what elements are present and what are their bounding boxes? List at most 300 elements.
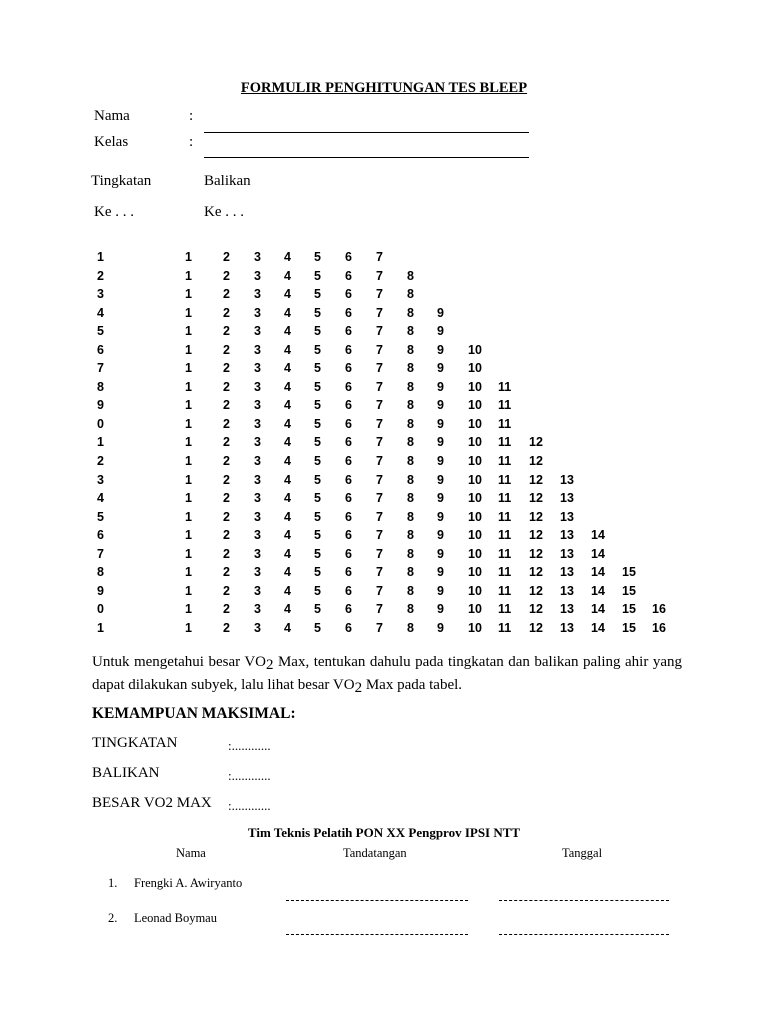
shuttle-number[interactable]: 5 xyxy=(314,287,321,302)
shuttle-number[interactable]: 4 xyxy=(284,342,291,357)
shuttle-number[interactable]: 6 xyxy=(345,379,352,394)
shuttle-number[interactable]: 5 xyxy=(314,342,321,357)
shuttle-number[interactable]: 3 xyxy=(254,620,261,635)
level-number[interactable]: 3 xyxy=(97,287,104,302)
shuttle-number[interactable]: 14 xyxy=(591,546,605,561)
shuttle-number[interactable]: 11 xyxy=(498,491,512,506)
shuttle-number[interactable]: 12 xyxy=(529,454,543,469)
shuttle-number[interactable]: 1 xyxy=(185,620,192,635)
shuttle-number[interactable]: 1 xyxy=(185,509,192,524)
shuttle-number[interactable]: 12 xyxy=(529,546,543,561)
shuttle-number[interactable]: 2 xyxy=(223,361,230,376)
result-balikan-value[interactable]: :............ xyxy=(228,768,271,783)
shuttle-number[interactable]: 3 xyxy=(254,268,261,283)
shuttle-number[interactable]: 3 xyxy=(254,287,261,302)
shuttle-number[interactable]: 6 xyxy=(345,454,352,469)
shuttle-number[interactable]: 1 xyxy=(185,454,192,469)
shuttle-number[interactable]: 5 xyxy=(314,268,321,283)
level-number[interactable]: 7 xyxy=(97,546,104,561)
shuttle-number[interactable]: 2 xyxy=(223,342,230,357)
shuttle-number[interactable]: 4 xyxy=(284,602,291,617)
shuttle-number[interactable]: 6 xyxy=(345,509,352,524)
shuttle-number[interactable]: 11 xyxy=(498,398,512,413)
shuttle-number[interactable]: 3 xyxy=(254,250,261,264)
shuttle-number[interactable]: 10 xyxy=(468,491,482,506)
shuttle-number[interactable]: 3 xyxy=(254,305,261,320)
shuttle-number[interactable]: 10 xyxy=(468,565,482,580)
shuttle-number[interactable]: 6 xyxy=(345,250,352,264)
shuttle-number[interactable]: 6 xyxy=(345,620,352,635)
shuttle-number[interactable]: 4 xyxy=(284,287,291,302)
shuttle-number[interactable]: 7 xyxy=(376,324,383,339)
shuttle-number[interactable]: 7 xyxy=(376,416,383,431)
shuttle-number[interactable]: 12 xyxy=(529,472,543,487)
shuttle-number[interactable]: 8 xyxy=(407,491,414,506)
instruction-paragraph xyxy=(92,652,682,698)
shuttle-number[interactable]: 5 xyxy=(314,454,321,469)
level-number[interactable]: 2 xyxy=(97,454,104,469)
signature-line[interactable] xyxy=(286,934,468,935)
shuttle-number[interactable]: 1 xyxy=(185,305,192,320)
member-number: 2. xyxy=(108,911,118,925)
shuttle-number[interactable]: 6 xyxy=(345,416,352,431)
shuttle-number[interactable]: 7 xyxy=(376,583,383,598)
shuttle-number[interactable]: 6 xyxy=(345,583,352,598)
shuttle-number[interactable]: 3 xyxy=(254,528,261,543)
shuttle-number[interactable]: 8 xyxy=(407,472,414,487)
shuttle-number[interactable]: 9 xyxy=(437,305,444,320)
shuttle-number[interactable]: 5 xyxy=(314,546,321,561)
shuttle-number[interactable]: 5 xyxy=(314,435,321,450)
shuttle-number[interactable]: 6 xyxy=(345,268,352,283)
level-number[interactable]: 0 xyxy=(97,416,104,431)
shuttle-number[interactable]: 2 xyxy=(223,583,230,598)
shuttle-number[interactable]: 2 xyxy=(223,250,230,264)
shuttle-number[interactable]: 7 xyxy=(376,528,383,543)
shuttle-number[interactable]: 5 xyxy=(314,398,321,413)
shuttle-number[interactable]: 10 xyxy=(468,361,482,376)
shuttle-number[interactable]: 4 xyxy=(284,620,291,635)
shuttle-number[interactable]: 1 xyxy=(185,583,192,598)
shuttle-number[interactable]: 5 xyxy=(314,583,321,598)
shuttle-number[interactable]: 5 xyxy=(314,305,321,320)
shuttle-number[interactable]: 15 xyxy=(622,620,636,635)
shuttle-number[interactable]: 10 xyxy=(468,602,482,617)
shuttle-number[interactable]: 1 xyxy=(185,361,192,376)
shuttle-number[interactable]: 9 xyxy=(437,528,444,543)
shuttle-number[interactable]: 8 xyxy=(407,546,414,561)
table-row xyxy=(0,619,768,638)
shuttle-number[interactable]: 3 xyxy=(254,546,261,561)
shuttle-number[interactable]: 16 xyxy=(652,620,666,635)
shuttle-number[interactable]: 13 xyxy=(560,491,574,506)
shuttle-number[interactable]: 8 xyxy=(407,361,414,376)
shuttle-number[interactable]: 7 xyxy=(376,287,383,302)
shuttle-number[interactable]: 9 xyxy=(437,435,444,450)
shuttle-number[interactable]: 9 xyxy=(437,602,444,617)
level-number[interactable]: 5 xyxy=(97,509,104,524)
shuttle-number[interactable]: 3 xyxy=(254,491,261,506)
shuttle-number[interactable]: 3 xyxy=(254,361,261,376)
result-tingkatan-value[interactable]: :............ xyxy=(228,738,271,753)
table-row xyxy=(0,378,768,397)
shuttle-number[interactable]: 11 xyxy=(498,583,512,598)
shuttle-number[interactable]: 4 xyxy=(284,454,291,469)
shuttle-number[interactable]: 2 xyxy=(223,435,230,450)
shuttle-number[interactable]: 3 xyxy=(254,342,261,357)
shuttle-number[interactable]: 1 xyxy=(185,268,192,283)
shuttle-number[interactable]: 6 xyxy=(345,528,352,543)
shuttle-number[interactable]: 4 xyxy=(284,416,291,431)
shuttle-number[interactable]: 9 xyxy=(437,342,444,357)
shuttle-number[interactable]: 10 xyxy=(468,454,482,469)
shuttle-number[interactable]: 3 xyxy=(254,565,261,580)
shuttle-number[interactable]: 11 xyxy=(498,454,512,469)
level-number[interactable]: 9 xyxy=(97,398,104,413)
shuttle-number[interactable]: 13 xyxy=(560,528,574,543)
shuttle-number[interactable]: 9 xyxy=(437,472,444,487)
shuttle-number[interactable]: 7 xyxy=(376,305,383,320)
shuttle-number[interactable]: 8 xyxy=(407,416,414,431)
shuttle-number[interactable]: 12 xyxy=(529,528,543,543)
shuttle-number[interactable]: 8 xyxy=(407,565,414,580)
shuttle-number[interactable]: 7 xyxy=(376,602,383,617)
shuttle-number[interactable]: 6 xyxy=(345,342,352,357)
level-number[interactable]: 7 xyxy=(97,361,104,376)
table-row xyxy=(0,248,768,267)
shuttle-number[interactable]: 9 xyxy=(437,324,444,339)
shuttle-number[interactable]: 7 xyxy=(376,565,383,580)
shuttle-number[interactable]: 14 xyxy=(591,620,605,635)
shuttle-number[interactable]: 5 xyxy=(314,361,321,376)
shuttle-number[interactable]: 6 xyxy=(345,324,352,339)
level-number[interactable]: 0 xyxy=(97,602,104,617)
shuttle-number[interactable]: 16 xyxy=(652,602,666,617)
shuttle-number[interactable]: 2 xyxy=(223,379,230,394)
shuttle-number[interactable]: 4 xyxy=(284,491,291,506)
shuttle-number[interactable]: 13 xyxy=(560,509,574,524)
shuttle-number[interactable]: 7 xyxy=(376,342,383,357)
form-title: FORMULIR PENGHITUNGAN TES BLEEP xyxy=(240,80,528,96)
shuttle-number[interactable]: 10 xyxy=(468,583,482,598)
shuttle-number[interactable]: 5 xyxy=(314,324,321,339)
shuttle-number[interactable]: 6 xyxy=(345,472,352,487)
shuttle-number[interactable]: 11 xyxy=(498,565,512,580)
level-number[interactable]: 8 xyxy=(97,565,104,580)
shuttle-number[interactable]: 4 xyxy=(284,361,291,376)
shuttle-number[interactable]: 8 xyxy=(407,398,414,413)
shuttle-number[interactable]: 8 xyxy=(407,287,414,302)
shuttle-number[interactable]: 2 xyxy=(223,546,230,561)
shuttle-number[interactable]: 1 xyxy=(185,250,192,264)
shuttle-number[interactable]: 7 xyxy=(376,620,383,635)
shuttle-number[interactable]: 9 xyxy=(437,361,444,376)
shuttle-number[interactable]: 2 xyxy=(223,602,230,617)
class-input-line[interactable] xyxy=(204,157,529,158)
level-number[interactable]: 1 xyxy=(97,435,104,450)
name-input-line[interactable] xyxy=(204,132,529,133)
class-label: Kelas xyxy=(94,134,129,150)
shuttle-number[interactable]: 3 xyxy=(254,324,261,339)
shuttle-number[interactable]: 2 xyxy=(223,268,230,283)
class-colon: : xyxy=(189,134,194,150)
shuttle-number[interactable]: 6 xyxy=(345,435,352,450)
shuttle-number[interactable]: 6 xyxy=(345,602,352,617)
level-number[interactable]: 2 xyxy=(97,268,104,283)
date-line[interactable] xyxy=(499,934,669,935)
shuttle-number[interactable]: 12 xyxy=(529,491,543,506)
shuttle-number[interactable]: 8 xyxy=(407,342,414,357)
shuttle-number[interactable]: 7 xyxy=(376,379,383,394)
shuttle-number[interactable]: 11 xyxy=(498,602,512,617)
shuttle-number[interactable]: 7 xyxy=(376,268,383,283)
shuttle-number[interactable]: 1 xyxy=(185,528,192,543)
shuttle-number[interactable]: 13 xyxy=(560,565,574,580)
team-title: Tim Teknis Pelatih PON XX Pengprov IPSI NTT xyxy=(247,825,521,840)
shuttle-number[interactable]: 13 xyxy=(560,546,574,561)
shuttle-number[interactable]: 2 xyxy=(223,324,230,339)
shuttle-number[interactable]: 4 xyxy=(284,324,291,339)
shuttle-number[interactable]: 4 xyxy=(284,509,291,524)
shuttle-number[interactable]: 1 xyxy=(185,472,192,487)
shuttle-number[interactable]: 2 xyxy=(223,398,230,413)
shuttle-number[interactable]: 5 xyxy=(314,250,321,264)
shuttle-number[interactable]: 4 xyxy=(284,583,291,598)
shuttle-number[interactable]: 8 xyxy=(407,435,414,450)
name-label: Nama xyxy=(94,108,130,124)
balikan-header: Balikan xyxy=(204,173,251,189)
shuttle-number[interactable]: 4 xyxy=(284,379,291,394)
shuttle-number[interactable]: 5 xyxy=(314,620,321,635)
shuttle-number[interactable]: 1 xyxy=(185,565,192,580)
shuttle-number[interactable]: 10 xyxy=(468,620,482,635)
shuttle-number[interactable]: 4 xyxy=(284,435,291,450)
shuttle-number[interactable]: 6 xyxy=(345,287,352,302)
balikan-ke-header: Ke . . . xyxy=(204,204,244,220)
shuttle-number[interactable]: 8 xyxy=(407,268,414,283)
level-number[interactable]: 1 xyxy=(97,250,104,264)
shuttle-number[interactable]: 3 xyxy=(254,379,261,394)
shuttle-number[interactable]: 5 xyxy=(314,472,321,487)
shuttle-number[interactable]: 12 xyxy=(529,583,543,598)
shuttle-number[interactable]: 6 xyxy=(345,305,352,320)
shuttle-number[interactable]: 4 xyxy=(284,250,291,264)
level-number[interactable]: 4 xyxy=(97,305,104,320)
shuttle-number[interactable]: 2 xyxy=(223,454,230,469)
shuttle-number[interactable]: 1 xyxy=(185,379,192,394)
shuttle-number[interactable]: 8 xyxy=(407,324,414,339)
shuttle-number[interactable]: 3 xyxy=(254,398,261,413)
shuttle-number[interactable]: 7 xyxy=(376,398,383,413)
shuttle-number[interactable]: 12 xyxy=(529,509,543,524)
shuttle-number[interactable]: 8 xyxy=(407,509,414,524)
level-number[interactable]: 1 xyxy=(97,620,104,635)
shuttle-number[interactable]: 2 xyxy=(223,620,230,635)
table-row xyxy=(0,285,768,304)
shuttle-number[interactable]: 1 xyxy=(185,398,192,413)
shuttle-number[interactable]: 4 xyxy=(284,305,291,320)
shuttle-number[interactable]: 1 xyxy=(185,342,192,357)
shuttle-number[interactable]: 3 xyxy=(254,602,261,617)
shuttle-number[interactable]: 8 xyxy=(407,379,414,394)
max-ability-heading: KEMAMPUAN MAKSIMAL: xyxy=(92,705,296,722)
shuttle-number[interactable]: 5 xyxy=(314,491,321,506)
level-number[interactable]: 5 xyxy=(97,324,104,339)
shuttle-number[interactable]: 4 xyxy=(284,472,291,487)
shuttle-number[interactable]: 2 xyxy=(223,528,230,543)
shuttle-number[interactable]: 9 xyxy=(437,583,444,598)
shuttle-number[interactable]: 7 xyxy=(376,546,383,561)
paragraph-text: Max, tentukan dahulu pada tingkatan dan balikan paling ahir yang dapat dilakukan subyek, lalu lihat besar VO xyxy=(92,654,682,693)
shuttle-number[interactable]: 10 xyxy=(468,342,482,357)
shuttle-number[interactable]: 10 xyxy=(468,546,482,561)
shuttle-number[interactable]: 13 xyxy=(560,472,574,487)
shuttle-number[interactable]: 3 xyxy=(254,454,261,469)
shuttle-number[interactable]: 10 xyxy=(468,379,482,394)
shuttle-number[interactable]: 9 xyxy=(437,491,444,506)
shuttle-number[interactable]: 7 xyxy=(376,472,383,487)
shuttle-number[interactable]: 5 xyxy=(314,565,321,580)
shuttle-number[interactable]: 9 xyxy=(437,454,444,469)
shuttle-number[interactable]: 13 xyxy=(560,583,574,598)
shuttle-number[interactable]: 10 xyxy=(468,528,482,543)
signature-line[interactable] xyxy=(286,900,468,901)
shuttle-number[interactable]: 3 xyxy=(254,435,261,450)
shuttle-number[interactable]: 5 xyxy=(314,509,321,524)
result-tingkatan-label: TINGKATAN xyxy=(92,735,178,751)
shuttle-number[interactable]: 4 xyxy=(284,546,291,561)
shuttle-number[interactable]: 3 xyxy=(254,509,261,524)
table-row xyxy=(0,508,768,527)
shuttle-number[interactable]: 3 xyxy=(254,583,261,598)
level-number[interactable]: 9 xyxy=(97,583,104,598)
shuttle-number[interactable]: 7 xyxy=(376,250,383,264)
shuttle-number[interactable]: 1 xyxy=(185,491,192,506)
table-row xyxy=(0,600,768,619)
shuttle-number[interactable]: 2 xyxy=(223,491,230,506)
shuttle-number[interactable]: 12 xyxy=(529,620,543,635)
shuttle-number[interactable]: 1 xyxy=(185,546,192,561)
shuttle-number[interactable]: 6 xyxy=(345,546,352,561)
shuttle-number[interactable]: 10 xyxy=(468,509,482,524)
date-line[interactable] xyxy=(499,900,669,901)
shuttle-number[interactable]: 9 xyxy=(437,546,444,561)
shuttle-number[interactable]: 9 xyxy=(437,416,444,431)
shuttle-number[interactable]: 15 xyxy=(622,583,636,598)
column-signature-header: Tandatangan xyxy=(343,846,407,860)
shuttle-number[interactable]: 14 xyxy=(591,602,605,617)
shuttle-number[interactable]: 11 xyxy=(498,472,512,487)
shuttle-number[interactable]: 14 xyxy=(591,583,605,598)
shuttle-number[interactable]: 1 xyxy=(185,602,192,617)
shuttle-number[interactable]: 9 xyxy=(437,620,444,635)
shuttle-number[interactable]: 10 xyxy=(468,416,482,431)
level-number[interactable]: 6 xyxy=(97,528,104,543)
table-row xyxy=(0,415,768,434)
shuttle-number[interactable]: 15 xyxy=(622,565,636,580)
shuttle-number[interactable]: 8 xyxy=(407,583,414,598)
result-vo2max-value[interactable]: :............ xyxy=(228,798,271,813)
shuttle-number[interactable]: 3 xyxy=(254,472,261,487)
level-number[interactable]: 8 xyxy=(97,379,104,394)
shuttle-number[interactable]: 8 xyxy=(407,305,414,320)
shuttle-number[interactable]: 5 xyxy=(314,416,321,431)
paragraph-text: Max pada tabel. xyxy=(362,677,463,693)
shuttle-number[interactable]: 7 xyxy=(376,361,383,376)
result-balikan-label: BALIKAN xyxy=(92,765,160,781)
shuttle-number[interactable]: 14 xyxy=(591,565,605,580)
shuttle-number[interactable]: 11 xyxy=(498,528,512,543)
shuttle-number[interactable]: 3 xyxy=(254,416,261,431)
shuttle-number[interactable]: 10 xyxy=(468,472,482,487)
shuttle-number[interactable]: 1 xyxy=(185,416,192,431)
shuttle-number[interactable]: 2 xyxy=(223,416,230,431)
shuttle-number[interactable]: 7 xyxy=(376,509,383,524)
shuttle-number[interactable]: 9 xyxy=(437,398,444,413)
shuttle-number[interactable]: 4 xyxy=(284,565,291,580)
shuttle-number[interactable]: 9 xyxy=(437,565,444,580)
shuttle-number[interactable]: 6 xyxy=(345,398,352,413)
shuttle-number[interactable]: 6 xyxy=(345,491,352,506)
shuttle-number[interactable]: 7 xyxy=(376,491,383,506)
level-number[interactable]: 6 xyxy=(97,342,104,357)
shuttle-number[interactable]: 10 xyxy=(468,435,482,450)
shuttle-number[interactable]: 11 xyxy=(498,435,512,450)
shuttle-number[interactable]: 5 xyxy=(314,379,321,394)
level-number[interactable]: 4 xyxy=(97,491,104,506)
shuttle-number[interactable]: 1 xyxy=(185,324,192,339)
shuttle-number[interactable]: 13 xyxy=(560,620,574,635)
shuttle-number[interactable]: 2 xyxy=(223,509,230,524)
shuttle-number[interactable]: 1 xyxy=(185,287,192,302)
shuttle-number[interactable]: 1 xyxy=(185,435,192,450)
shuttle-number[interactable]: 2 xyxy=(223,472,230,487)
shuttle-number[interactable]: 14 xyxy=(591,528,605,543)
shuttle-number[interactable]: 11 xyxy=(498,546,512,561)
shuttle-number[interactable]: 12 xyxy=(529,602,543,617)
shuttle-number[interactable]: 2 xyxy=(223,305,230,320)
shuttle-number[interactable]: 8 xyxy=(407,528,414,543)
shuttle-number[interactable]: 11 xyxy=(498,509,512,524)
shuttle-number[interactable]: 13 xyxy=(560,602,574,617)
shuttle-number[interactable]: 9 xyxy=(437,509,444,524)
shuttle-number[interactable]: 8 xyxy=(407,620,414,635)
shuttle-number[interactable]: 6 xyxy=(345,565,352,580)
paragraph-text: Untuk mengetahui besar VO xyxy=(92,654,266,670)
shuttle-number[interactable]: 15 xyxy=(622,602,636,617)
shuttle-number[interactable]: 10 xyxy=(468,398,482,413)
level-number[interactable]: 3 xyxy=(97,472,104,487)
shuttle-number[interactable]: 2 xyxy=(223,287,230,302)
shuttle-number[interactable]: 5 xyxy=(314,602,321,617)
shuttle-number[interactable]: 8 xyxy=(407,602,414,617)
shuttle-number[interactable]: 2 xyxy=(223,565,230,580)
shuttle-number[interactable]: 5 xyxy=(314,528,321,543)
shuttle-number[interactable]: 9 xyxy=(437,379,444,394)
shuttle-number[interactable]: 11 xyxy=(498,379,512,394)
shuttle-number[interactable]: 7 xyxy=(376,435,383,450)
shuttle-number[interactable]: 12 xyxy=(529,565,543,580)
shuttle-number[interactable]: 11 xyxy=(498,416,512,431)
shuttle-number[interactable]: 12 xyxy=(529,435,543,450)
shuttle-number[interactable]: 6 xyxy=(345,361,352,376)
shuttle-number[interactable]: 11 xyxy=(498,620,512,635)
shuttle-number[interactable]: 4 xyxy=(284,268,291,283)
shuttle-number[interactable]: 4 xyxy=(284,528,291,543)
shuttle-number[interactable]: 7 xyxy=(376,454,383,469)
shuttle-number[interactable]: 8 xyxy=(407,454,414,469)
shuttle-number[interactable]: 4 xyxy=(284,398,291,413)
